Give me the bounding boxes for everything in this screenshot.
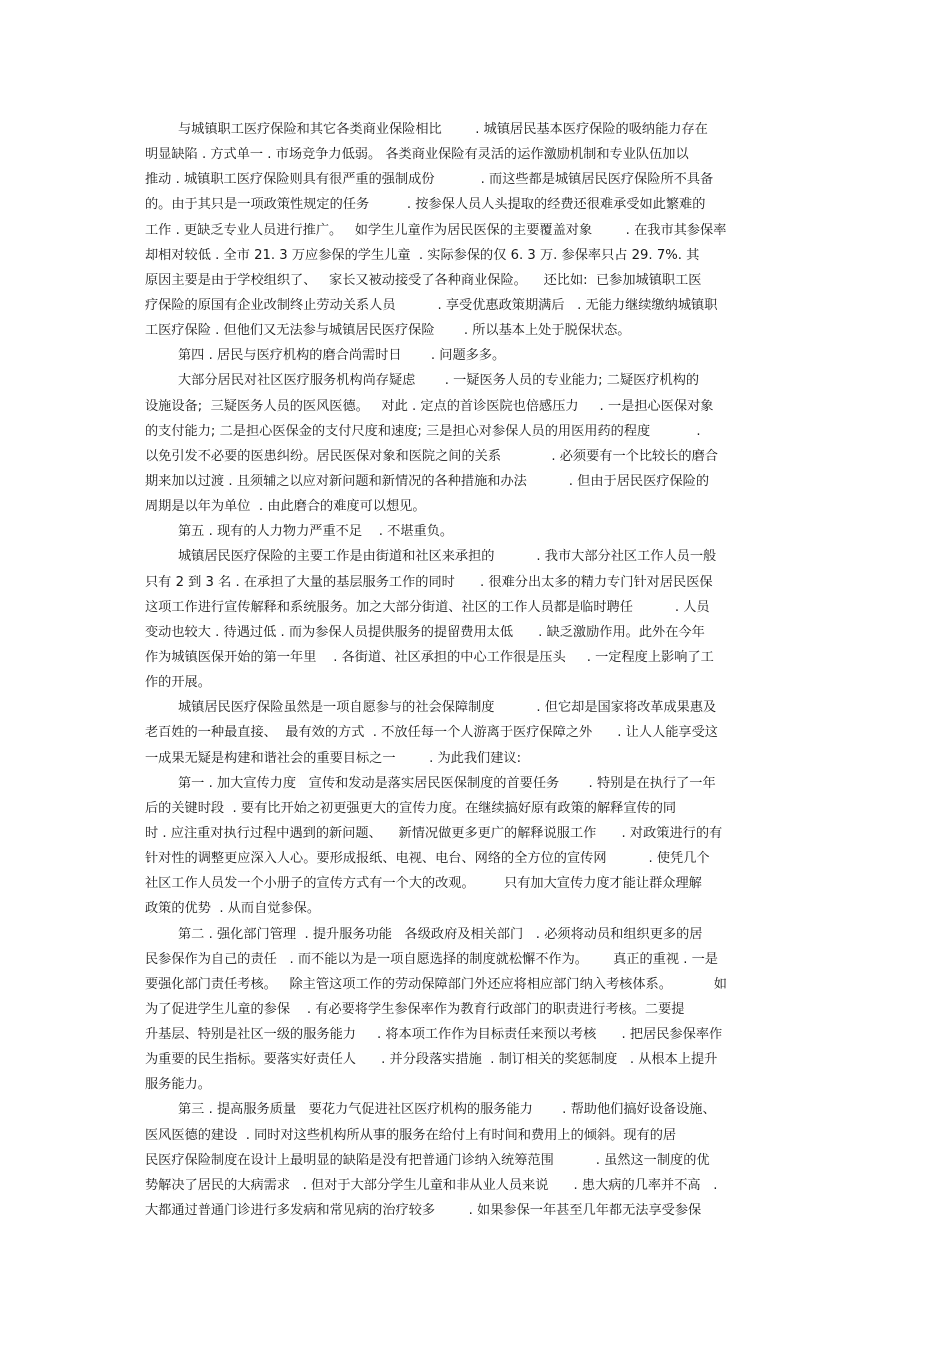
text-line: 推动 . 城镇职工医疗保险则具有很严重的强制成份 . 而这些都是城镇居民医疗保险所不具备: [145, 172, 714, 188]
text-line: 服务能力。: [145, 1077, 211, 1093]
text-line: 大部分居民对社区医疗服务机构尚存疑虑 . 一疑医务人员的专业能力; 二疑医疗机构的: [178, 373, 700, 389]
text-line: 医风医德的建设 . 同时对这些机构所从事的服务在给付上有时间和费用上的倾斜。现有的居: [145, 1127, 677, 1143]
text-line: 只有 2 到 3 名 . 在承担了大量的基层服务工作的同时 . 很难分出太多的精力专门针对居民医保: [145, 574, 713, 590]
text-line: 要强化部门责任考核。 除主管这项工作的劳动保障部门外还应将相应部门纳入考核体系。 如: [145, 976, 727, 992]
text-line: 势解决了居民的大病需求 . 但对于大部分学生儿童和非从业人员来说 . 患大病的几率并不高 .: [145, 1177, 718, 1193]
text-line: 第五 . 现有的人力物力严重不足 . 不堪重负。: [178, 524, 454, 540]
text-line: 这项工作进行宣传解释和系统服务。加之大部分街道、社区的工作人员都是临时聘任 . 人员: [145, 599, 710, 615]
text-line: 政策的优势 . 从而自觉参保。: [145, 901, 321, 917]
text-line: 第三 . 提高服务质量 要花力气促进社区医疗机构的服务能力 . 帮助他们搞好设备设施、: [178, 1102, 716, 1118]
text-line: 城镇居民医疗保险的主要工作是由街道和社区来承担的 . 我市大部分社区工作人员一般: [178, 549, 717, 565]
text-line: 针对性的调整更应深入人心。要形成报纸、电视、电台、网络的全方位的宣传网 . 使凭几个: [145, 851, 710, 867]
text-line: 后的关键时段 . 要有比开始之初更强更大的宣传力度。在继续搞好原有政策的解释宣传的同: [145, 800, 677, 816]
text-line: 工医疗保险 . 但他们又无法参与城镇居民医疗保险 . 所以基本上处于脱保状态。: [145, 323, 631, 339]
text-line: 大都通过普通门诊进行多发病和常见病的治疗较多 . 如果参保一年甚至几年都无法享受参保: [145, 1203, 702, 1219]
text-line: 作为城镇医保开始的第一年里 . 各街道、社区承担的中心工作很是压头 . 一定程度上影响了工: [145, 649, 714, 665]
text-line: 与城镇职工医疗保险和其它各类商业保险相比 . 城镇居民基本医疗保险的吸纳能力存在: [178, 122, 708, 137]
text-line: 的。由于其只是一项政策性规定的任务 . 按参保人员人头提取的经费还很难承受如此繁难的: [145, 197, 706, 213]
text-line: 期来加以过渡 . 且须辅之以应对新问题和新情况的各种措施和办法 . 但由于居民医疗保险的: [145, 473, 710, 489]
text-line: 城镇居民医疗保险虽然是一项自愿参与的社会保障制度 . 但它却是国家将改革成果惠及: [178, 700, 717, 716]
text-line: 第一 . 加大宣传力度 宣传和发动是落实居民医保制度的首要任务 . 特别是在执行了一年: [178, 775, 716, 791]
text-line: 社区工作人员发一个小册子的宣传方式有一个大的改观。 只有加大宣传力度才能让群众理解: [145, 876, 702, 892]
text-line: 老百姓的一种最直接、 最有效的方式 . 不放任每一个人游离于医疗保障之外 . 让人人能享受这: [145, 725, 718, 741]
text-line: 却相对较低 . 全市 21. 3 万应参保的学生儿童 . 实际参保的仅 6. 3 万. 参保率只占 29. 7%. 其: [145, 247, 700, 263]
text-line: 民医疗保险制度在设计上最明显的缺陷是没有把普通门诊纳入统筹范围 . 虽然这一制度的优: [145, 1152, 710, 1168]
text-line: 第二 . 强化部门管理 . 提升服务功能 各级政府及相关部门 . 必须将动员和组织更多的居: [178, 926, 703, 942]
text-line: 明显缺陷 . 方式单一 . 市场竞争力低弱。 各类商业保险有灵活的运作激励机制和专业队伍加以: [145, 147, 689, 163]
document-body: [145, 117, 815, 1223]
text-line: 为重要的民生指标。要落实好责任人 . 并分段落实措施 . 制订相关的奖惩制度 . 从根本上提升: [145, 1052, 718, 1068]
text-line: 民参保作为自己的责任 . 而不能以为是一项自愿选择的制度就松懈不作为。 真正的重视 . 一是: [145, 951, 718, 967]
text-line: 周期是以年为单位 . 由此磨合的难度可以想见。: [145, 499, 426, 515]
text-line: 第四 . 居民与医疗机构的磨合尚需时日 . 问题多多。: [178, 348, 506, 364]
text-line: 作的开展。: [145, 675, 211, 691]
text-line: 时 . 应注重对执行过程中遇到的新问题、 新情况做更多更广的解释说服工作 . 对政策进行的有: [145, 825, 723, 841]
text-line: 原因主要是由于学校组织了、 家长又被动接受了各种商业保险。 还比如: 已参加城镇职工医: [145, 272, 702, 288]
text-line: 疗保险的原国有企业改制终止劳动关系人员 . 享受优惠政策期满后 . 无能力继续缴纳城镇职: [145, 297, 718, 313]
text-line: 的支付能力; 二是担心医保金的支付尺度和速度; 三是担心对参保人员的用医用药的程度 .: [145, 423, 701, 439]
text-line: 变动也较大 . 待遇过低 . 而为参保人员提供服务的提留费用太低 . 缺乏激励作用。此外在今年: [145, 624, 705, 640]
text-line: 设施设备; 三疑医务人员的医风医德。 对此 . 定点的首诊医院也倍感压力 . 一是担心医保对象: [145, 398, 714, 414]
text-line: 工作 . 更缺乏专业人员进行推广。 如学生儿童作为居民医保的主要覆盖对象 . 在我市其参保率: [145, 222, 727, 238]
text-line: 为了促进学生儿童的参保 . 有必要将学生参保率作为教育行政部门的职责进行考核。二要提: [145, 1001, 685, 1017]
text-line: 以免引发不必要的医患纠纷。居民医保对象和医院之间的关系 . 必须要有一个比较长的磨合: [145, 448, 718, 464]
text-line: 升基层、特别是社区一级的服务能力 . 将本项工作作为目标责任来预以考核 . 把居民参保率作: [145, 1027, 723, 1043]
text-line: 一成果无疑是构建和谐社会的重要目标之一 . 为此我们建议:: [145, 750, 522, 766]
